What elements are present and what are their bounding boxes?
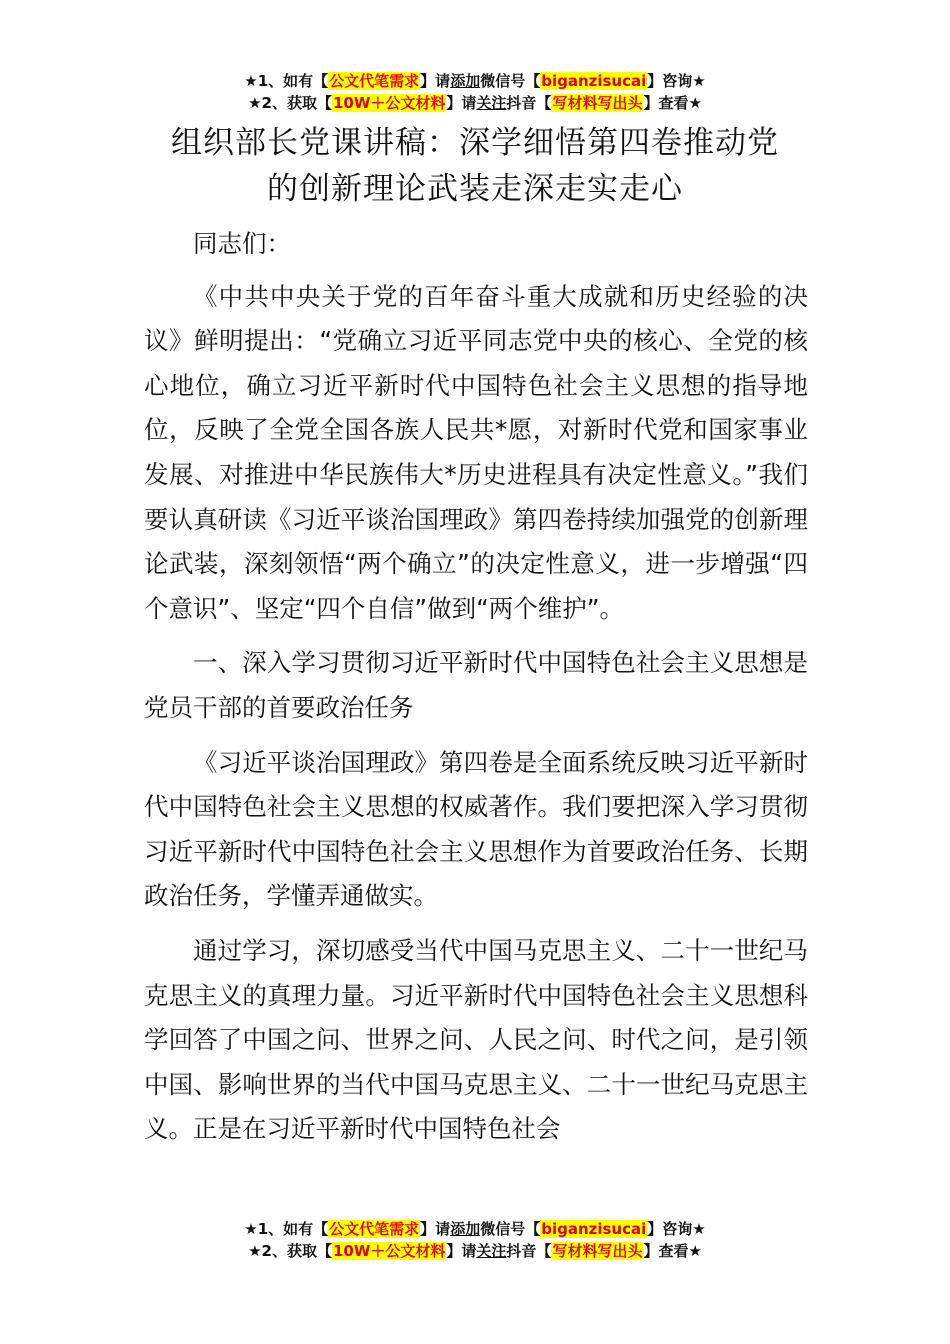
banner-highlight: biganzisucai — [541, 1220, 647, 1238]
banner-line-1 — [0, 70, 950, 92]
banner-line-2 — [0, 1240, 950, 1262]
banner-text: 】请 — [446, 94, 477, 112]
title-line-2: 的创新理论武装走深走实走心 — [267, 171, 683, 207]
banner-highlight: 写材料写出头 — [552, 1242, 643, 1260]
banner-text: 抖音【 — [506, 1242, 552, 1260]
title-line-1: 组织部长党课讲稿：深学细悟第四卷推动党 — [171, 125, 779, 161]
banner-underlined: 添加 — [450, 72, 481, 90]
banner-text: 抖音【 — [506, 94, 552, 112]
banner-text: 微信号【 — [480, 72, 541, 90]
banner-text: 】查看★ — [643, 94, 702, 112]
paragraph: 《习近平谈治国理政》第四卷是全面系统反映习近平新时代中国特色社会主义思想的权威著作。我们要把深入学习贯彻习近平新时代中国特色社会主义思想作为首要政治任务、长期政治任务，学懂弄通做实。 — [144, 747, 808, 911]
banner-highlight: 公文代笔需求 — [329, 1220, 420, 1238]
header-banner — [0, 70, 950, 114]
banner-line-1 — [0, 1218, 950, 1240]
paragraph: 《中共中央关于党的百年奋斗重大成就和历史经验的决议》鲜明提出：“党确立习近平同志党中央的核心、全党的核心地位，确立习近平新时代中国特色社会主义思想的指导地位，反映了全党全国各族人民共*愿，对新时代党和国家事业发展、对推进中华民族伟大*历史进程具有决定性意义。”我们要认真研读《习近平谈治国理政》第四卷持续加强党的创新理论武装，深刻领悟“两个确立”的决定性意义，进一步增强“四个意识”、坚定“四个自信”做到“两个维护”。 — [144, 281, 808, 623]
banner-highlight: biganzisucai — [541, 72, 647, 90]
banner-text: 】请 — [420, 72, 451, 90]
paragraph: 通过学习，深切感受当代中国马克思主义、二十一世纪马克思主义的真理力量。习近平新时代中国特色社会主义思想科学回答了中国之问、世界之问、人民之问、时代之问，是引领中国、影响世界的当代中国马克思主义、二十一世纪马克思主义。正是在习近平新时代中国特色社会 — [144, 935, 808, 1144]
banner-text: ★2、获取【 — [248, 94, 332, 112]
banner-text: 微信号【 — [480, 1220, 541, 1238]
banner-underlined: 添加 — [450, 1220, 481, 1238]
banner-underlined: 关注 — [476, 1242, 507, 1260]
banner-highlight: 写材料写出头 — [552, 94, 643, 112]
banner-text: ★1、如有【 — [244, 1220, 329, 1238]
banner-highlight: 10W＋公文材料 — [332, 94, 446, 112]
banner-text: 】查看★ — [643, 1242, 702, 1260]
banner-text: ★2、获取【 — [248, 1242, 332, 1260]
banner-text: 】请 — [420, 1220, 451, 1238]
banner-text: ★1、如有【 — [244, 72, 329, 90]
banner-highlight: 10W＋公文材料 — [332, 1242, 446, 1260]
document-title — [100, 120, 850, 212]
banner-line-2 — [0, 92, 950, 114]
section-heading: 一、深入学习贯彻习近平新时代中国特色社会主义思想是党员干部的首要政治任务 — [144, 648, 808, 722]
banner-underlined: 关注 — [476, 94, 507, 112]
greeting: 同志们： — [193, 229, 291, 258]
document-body — [144, 222, 808, 1162]
banner-text: 】咨询★ — [647, 1220, 706, 1238]
banner-text: 】咨询★ — [647, 72, 706, 90]
banner-text: 】请 — [446, 1242, 477, 1260]
footer-banner — [0, 1218, 950, 1262]
banner-highlight: 公文代笔需求 — [329, 72, 420, 90]
